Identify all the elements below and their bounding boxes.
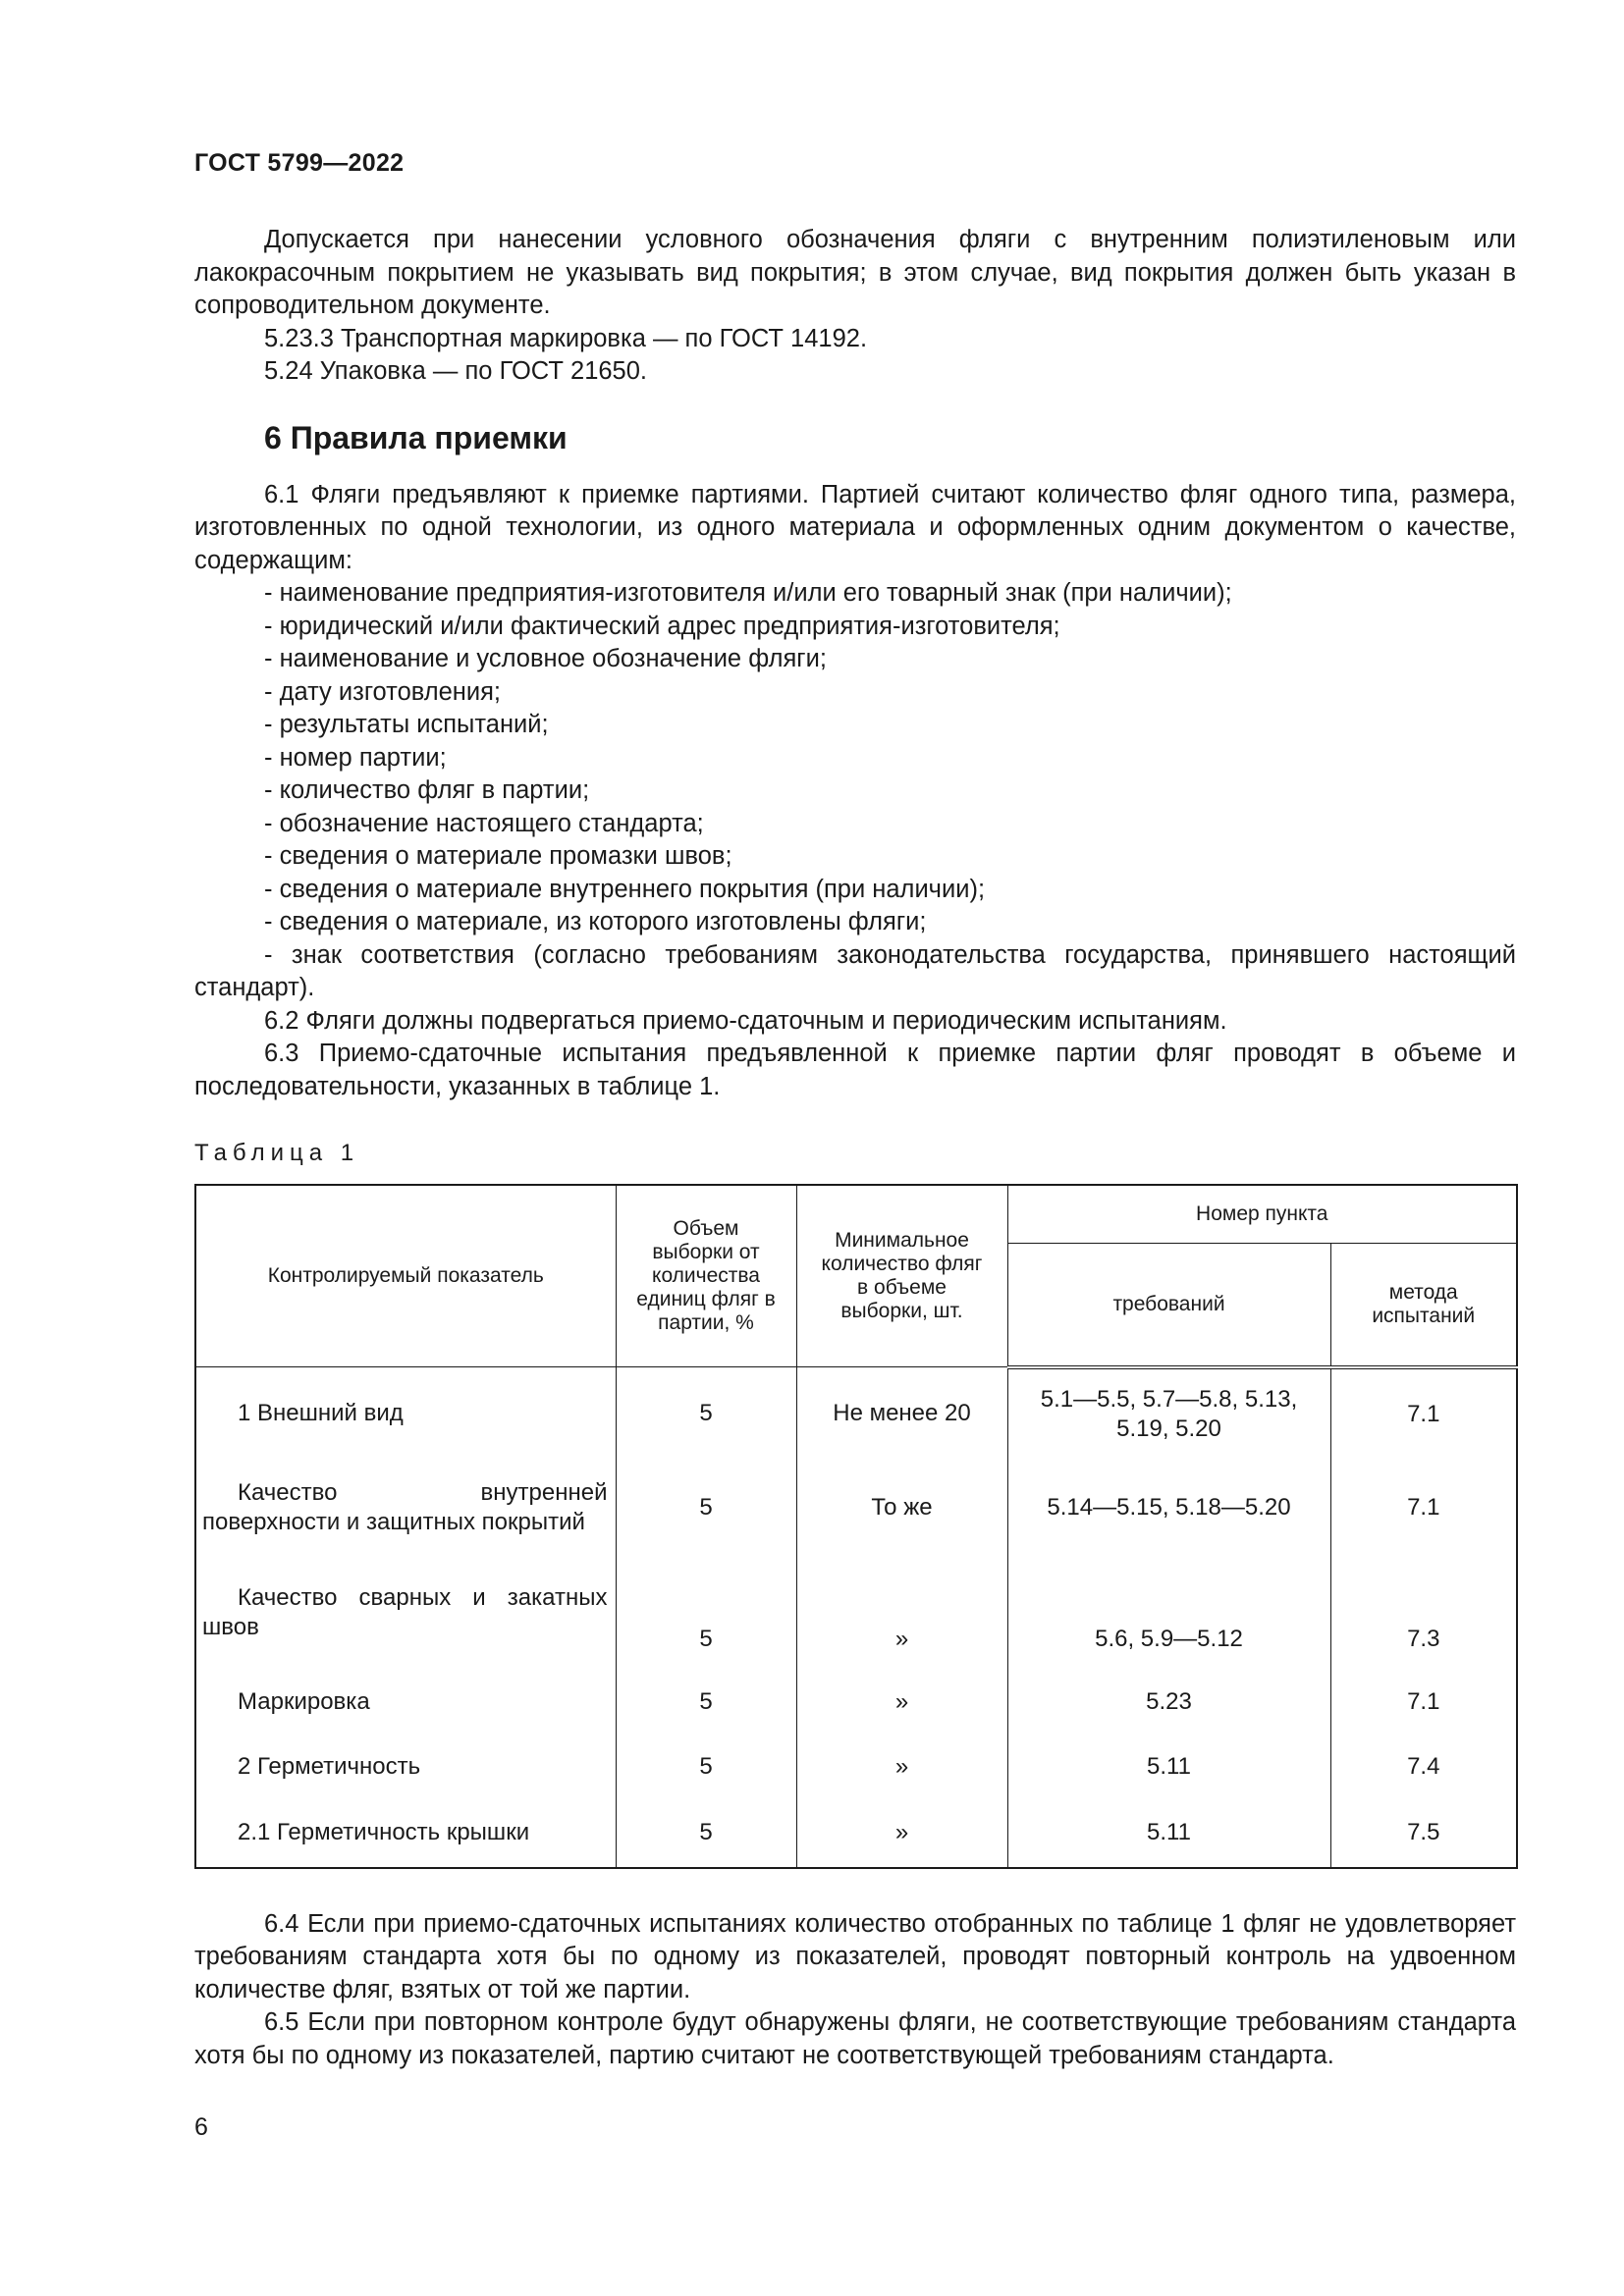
list-item: - знак соответствия (согласно требованиям законодательства государства, принявшего настоящий стандарт). xyxy=(194,940,1516,1001)
paragraph-6-3: 6.3 Приемо-сдаточные испытания предъявленной к приемке партии фляг проводят в объеме и последовательности, указанных в таблице 1. xyxy=(194,1040,1516,1100)
list-item: - юридический и/или фактический адрес предприятия-изготовителя; xyxy=(264,612,1060,640)
paragraph-6-5: 6.5 Если при повторном контроле будут обнаружены фляги, не соответствующие требованиям стандарта хотя бы по одному из показателей, партию считают не соответствующей требованиям стандарта. xyxy=(194,2008,1516,2069)
cell-requirements: 5.11 xyxy=(1007,1799,1330,1868)
cell-volume: 5 xyxy=(616,1367,796,1460)
cell-min: » xyxy=(796,1556,1007,1670)
cell-volume: 5 xyxy=(616,1556,796,1670)
cell-requirements: 5.1—5.5, 5.7—5.8, 5.13, 5.19, 5.20 xyxy=(1007,1367,1330,1460)
cell-indicator: 2.1 Герметичность крышки xyxy=(238,1819,530,1845)
table-row xyxy=(195,1735,1517,1799)
cell-min: » xyxy=(796,1735,1007,1799)
cell-requirements: 5.23 xyxy=(1007,1670,1330,1735)
cell-indicator: Качество внутренней поверхности и защитных покрытий xyxy=(202,1478,608,1535)
header-sample-volume: Объем выборки от количества единиц фляг в партии, % xyxy=(616,1185,796,1367)
list-item: - наименование и условное обозначение фляги; xyxy=(264,645,827,672)
list-item: - дату изготовления; xyxy=(264,677,501,706)
cell-indicator: 1 Внешний вид xyxy=(238,1399,404,1426)
cell-indicator: Качество сварных и закатных швов xyxy=(202,1583,608,1640)
header-min-quantity: Минимальное количество фляг в объеме выборки, шт. xyxy=(796,1185,1007,1367)
cell-method: 7.5 xyxy=(1330,1799,1517,1868)
paragraph-6-2: 6.2 Фляги должны подвергаться приемо-сдаточным и периодическим испытаниям. xyxy=(264,1006,1227,1035)
cell-indicator: Маркировка xyxy=(238,1687,370,1715)
list-item: - номер партии; xyxy=(264,743,447,772)
header-requirements: требований xyxy=(1007,1244,1330,1367)
cell-method: 7.4 xyxy=(1330,1735,1517,1799)
cell-volume: 5 xyxy=(616,1460,796,1556)
table-row xyxy=(195,1367,1517,1460)
cell-min: То же xyxy=(796,1460,1007,1556)
paragraph-coating-note: Допускается при нанесении условного обозначения фляги с внутренним полиэтиленовым или лакокрасочным покрытием не указывать вид покрытия; в этом случае, вид покрытия должен быть указан в сопроводительном документе. xyxy=(194,226,1516,319)
paragraph-5-24: 5.24 Упаковка — по ГОСТ 21650. xyxy=(264,357,648,385)
list-item: - обозначение настоящего стандарта; xyxy=(264,809,704,837)
cell-method: 7.3 xyxy=(1330,1556,1517,1670)
cell-method: 7.1 xyxy=(1330,1367,1517,1460)
cell-volume: 5 xyxy=(616,1799,796,1868)
cell-method: 7.1 xyxy=(1330,1670,1517,1735)
cell-min: » xyxy=(796,1670,1007,1735)
page-number: 6 xyxy=(194,2113,208,2141)
cell-min: Не менее 20 xyxy=(796,1367,1007,1460)
cell-min: » xyxy=(796,1799,1007,1868)
paragraph-6-4: 6.4 Если при приемо-сдаточных испытаниях количество отобранных по таблице 1 фляг не удовлетворяет требованиям стандарта хотя бы по одному из показателей, проводят повторный контроль на удвоенном количестве фляг, взятых от той же партии. xyxy=(194,1909,1516,2003)
header-clause-number: Номер пункта xyxy=(1007,1185,1517,1244)
cell-requirements: 5.14—5.15, 5.18—5.20 xyxy=(1007,1460,1330,1556)
section-title: 6 Правила приемки xyxy=(264,419,568,455)
list-item: - наименование предприятия-изготовителя и/или его товарный знак (при наличии); xyxy=(264,579,1232,607)
cell-requirements: 5.11 xyxy=(1007,1735,1330,1799)
table-row xyxy=(195,1670,1517,1735)
acceptance-tests-table xyxy=(194,1184,1518,1869)
cell-volume: 5 xyxy=(616,1735,796,1799)
table-row xyxy=(195,1460,1517,1556)
cell-requirements: 5.6, 5.9—5.12 xyxy=(1007,1556,1330,1670)
table-row xyxy=(195,1556,1517,1670)
header-indicator: Контролируемый показатель xyxy=(195,1185,616,1367)
list-item: - результаты испытаний; xyxy=(264,711,549,738)
paragraph-6-1: 6.1 Фляги предъявляют к приемке партиями. Партией считают количество фляг одного типа, размера, изготовленных по одной технологии, из одного материала и оформленных одним документом о качестве, содержащим: xyxy=(194,480,1516,574)
table-row xyxy=(195,1799,1517,1868)
paragraph-5-23-3: 5.23.3 Транспортная маркировка — по ГОСТ 14192. xyxy=(264,324,868,352)
cell-volume: 5 xyxy=(616,1670,796,1735)
list-item: - количество фляг в партии; xyxy=(264,776,590,804)
cell-indicator: 2 Герметичность xyxy=(238,1752,421,1780)
list-item: - сведения о материале, из которого изготовлены фляги; xyxy=(264,908,927,935)
table-caption: Таблица 1 xyxy=(194,1140,360,1166)
list-item: - сведения о материале внутреннего покрытия (при наличии); xyxy=(264,875,986,903)
document-header: ГОСТ 5799—2022 xyxy=(194,149,405,177)
body-text xyxy=(194,224,1516,2072)
cell-method: 7.1 xyxy=(1330,1460,1517,1556)
list-item: - сведения о материале промазки швов; xyxy=(264,842,732,870)
header-test-methods: метода испытаний xyxy=(1330,1244,1517,1367)
